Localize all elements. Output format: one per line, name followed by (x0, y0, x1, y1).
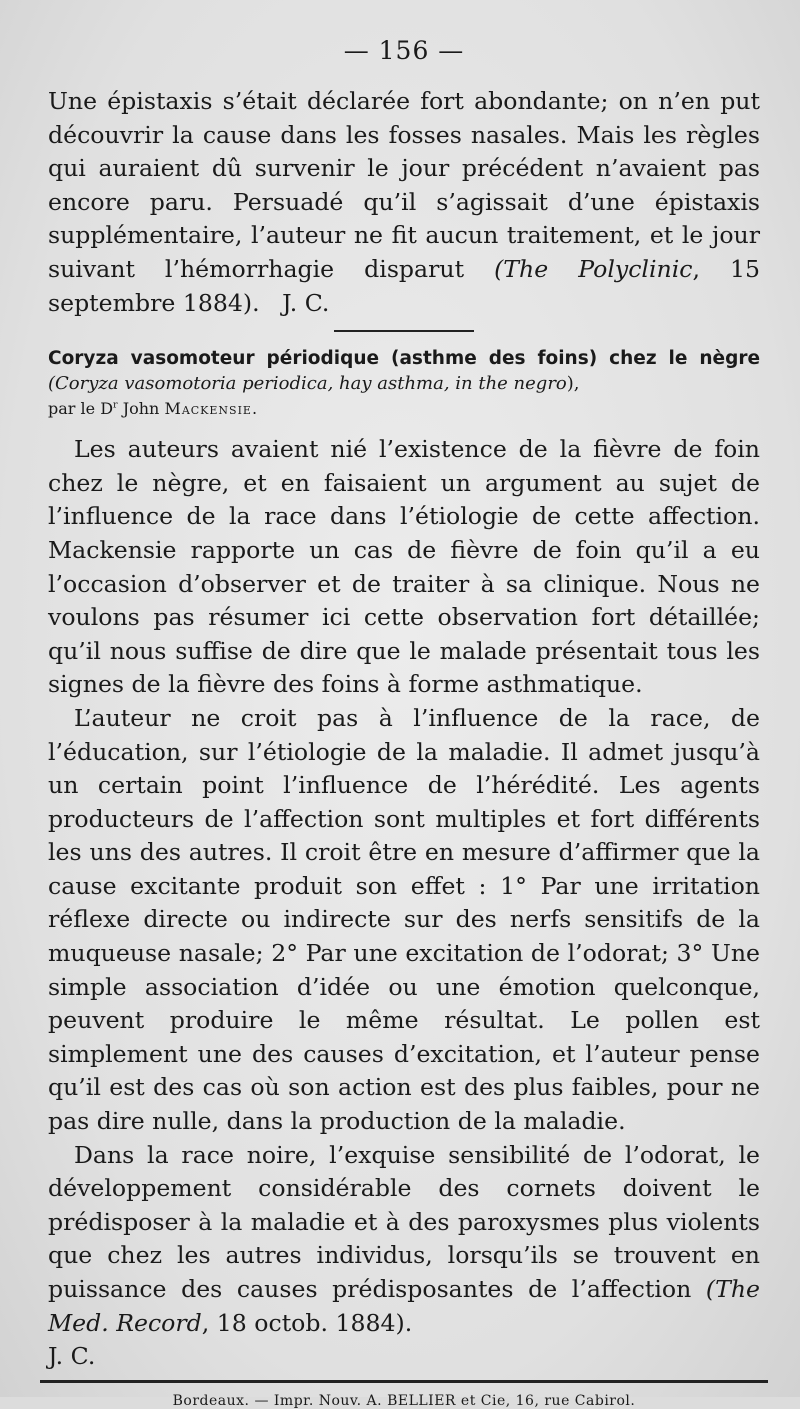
section-divider (334, 330, 474, 332)
body-text (48, 85, 760, 1374)
last-paragraph-source-open: ( (705, 1275, 716, 1303)
last-paragraph-source-title: The Med. Record (48, 1275, 760, 1337)
printer-footer: Bordeaux. — Impr. Nouv. A. BELLIER et Cie, 16, rue Cabirol. (172, 1392, 636, 1409)
page-number: — 156 — (343, 36, 465, 65)
article-latin-title: Coryza vasomotoria periodica, hay asthma, in the negro (55, 373, 567, 395)
last-paragraph-signature: J. C. (48, 1342, 96, 1371)
article-latin-open: ( (48, 373, 56, 395)
author-prefix: par le D (48, 399, 114, 419)
paragraph-2: L’auteur ne croit pas à l’influence de la race, de l’éducation, sur l’étiologie de la maladie. Il admet jusqu’à un certain point l’influence de l’hérédité. Les agents producteurs de l’affection sont multiples et fort différents les uns des autres. Il croit être en mesure d’affirmer que la cause excitante produit son effet : 1° Par une irritation réflexe directe ou indirecte sur des nerfs sensitifs de la muqueuse nasale; 2° Par une excitation de l’odorat; 3° Une simple association d’idée ou une émotion quelconque, peuvent produire le même résultat. Le pollen est simplement une des causes d’excitation, et l’auteur pense qu’il est des cas où son action est des plus faibles, pour ne pas dire nulle, dans la production de la maladie. (48, 703, 760, 1136)
author-surname: Mackensie. (164, 399, 259, 419)
top-paragraph-source-open: ( (494, 254, 504, 283)
paragraph-1: Les auteurs avaient nié l’existence de la fièvre de foin chez le nègre, et en faisaient un argument au sujet de l’influence de la race dans l’étiologie de cette affection. Mackensie rapporte un cas de fièvre de foin qu’il a eu l’occasion d’observer et de traiter à sa clinique. Nous ne voulons pas résumer ici cette observation fort détaillée; qu’il nous suffise de dire que le malade présentait tous les signes de la fièvre des foins à forme asthmatique. (48, 435, 760, 699)
top-paragraph-text: Une épistaxis s’était déclarée fort abondante; on n’en put découvrir la cause dans les fosses nasales. Mais les règles qui auraient dû survenir le jour précédent n’avaient pas encore paru. Persuadé qu’il s’agissait d’une épistaxis supplémentaire, l’auteur ne fit aucun traitement, et le jour suivant l’hémorrhagie disparut (48, 87, 760, 283)
top-paragraph-signature: J. C. (282, 288, 330, 317)
article-latin-close: ), (566, 373, 580, 395)
article-heading (48, 346, 760, 421)
author-name: John (117, 399, 165, 419)
last-paragraph-text: Dans la race noire, l’exquise sensibilité de l’odorat, le développement considérable des cornets doivent le prédisposer à la maladie et à des paroxysmes plus violents que chez les autres individus, lorsqu’ils se trouvent en puissance des causes prédisposantes de l’affection (48, 1140, 760, 1303)
top-paragraph (48, 85, 760, 320)
top-paragraph-source-title: The Polyclinic (503, 254, 693, 283)
last-paragraph (48, 1139, 760, 1341)
top-paragraph-source-date: , 15 septembre 1884). (48, 254, 760, 317)
article-author (48, 399, 258, 418)
author-sup: r (113, 399, 118, 411)
last-paragraph-source-date: , 18 octob. 1884). (201, 1308, 413, 1337)
article-title: Coryza vasomoteur périodique (asthme des foins) chez le nègre (48, 348, 760, 370)
footer-rule (40, 1380, 768, 1383)
